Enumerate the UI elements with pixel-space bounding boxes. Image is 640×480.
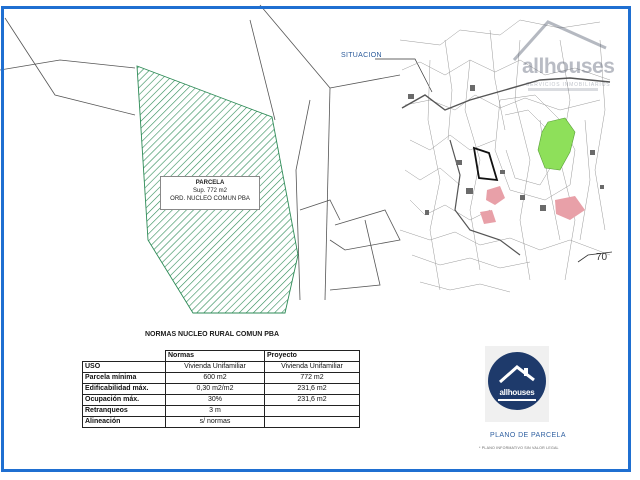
table-cell xyxy=(265,406,360,417)
table-cell: 3 m xyxy=(166,406,265,417)
table-row xyxy=(83,362,360,373)
watermark-brand: allhouses xyxy=(522,55,615,78)
table-cell: 30% xyxy=(166,395,265,406)
map-scale-label: 70 xyxy=(596,252,608,263)
norms-table xyxy=(82,350,360,428)
table-cell: Alineación xyxy=(83,417,166,428)
table-cell: Ocupación máx. xyxy=(83,395,166,406)
table-cell: Parcela mínima xyxy=(83,373,166,384)
table-cell: 600 m2 xyxy=(166,373,265,384)
logo-underline xyxy=(498,399,536,401)
logo-brand-text: allhouses xyxy=(499,388,535,397)
norms-title: NORMAS NUCLEO RURAL COMUN PBA xyxy=(145,331,280,338)
table-cell: USO xyxy=(83,362,166,373)
house-roof-icon xyxy=(488,352,546,410)
table-cell: Retranqueos xyxy=(83,406,166,417)
table-cell: Edificabilidad máx. xyxy=(83,384,166,395)
parcel-area-text: Sup. 772 m2 xyxy=(192,188,228,194)
table-cell: s/ normas xyxy=(166,417,265,428)
plan-title: PLANO DE PARCELA xyxy=(490,432,566,439)
table-cell: Vivienda Unifamiliar xyxy=(265,362,360,373)
parcel-zoning-text: ORD. NUCLEO COMUN PBA xyxy=(170,196,250,202)
table-cell: 231,6 m2 xyxy=(265,395,360,406)
table-row xyxy=(83,395,360,406)
brand-logo xyxy=(485,346,549,422)
table-cell: 231,6 m2 xyxy=(265,384,360,395)
table-row xyxy=(83,417,360,428)
logo-circle xyxy=(488,352,546,410)
situation-label: SITUACION xyxy=(341,52,382,59)
table-cell xyxy=(265,417,360,428)
table-header-cell xyxy=(83,351,166,362)
plan-disclaimer: * PLANO INFORMATIVO SIN VALOR LEGAL xyxy=(479,446,559,450)
table-row xyxy=(83,384,360,395)
table-header-cell: Proyecto xyxy=(265,351,360,362)
watermark-tagline: SERVICIOS INMOBILIARIOS xyxy=(526,82,611,88)
table-cell: 772 m2 xyxy=(265,373,360,384)
table-header-cell: Normas xyxy=(166,351,265,362)
table-header-row xyxy=(83,351,360,362)
table-row xyxy=(83,373,360,384)
table-cell: 0,30 m2/m2 xyxy=(166,384,265,395)
parcel-label-box xyxy=(160,176,260,210)
parcel-title: PARCELA xyxy=(195,180,225,186)
table-cell: Vivienda Unifamiliar xyxy=(166,362,265,373)
table-row xyxy=(83,406,360,417)
